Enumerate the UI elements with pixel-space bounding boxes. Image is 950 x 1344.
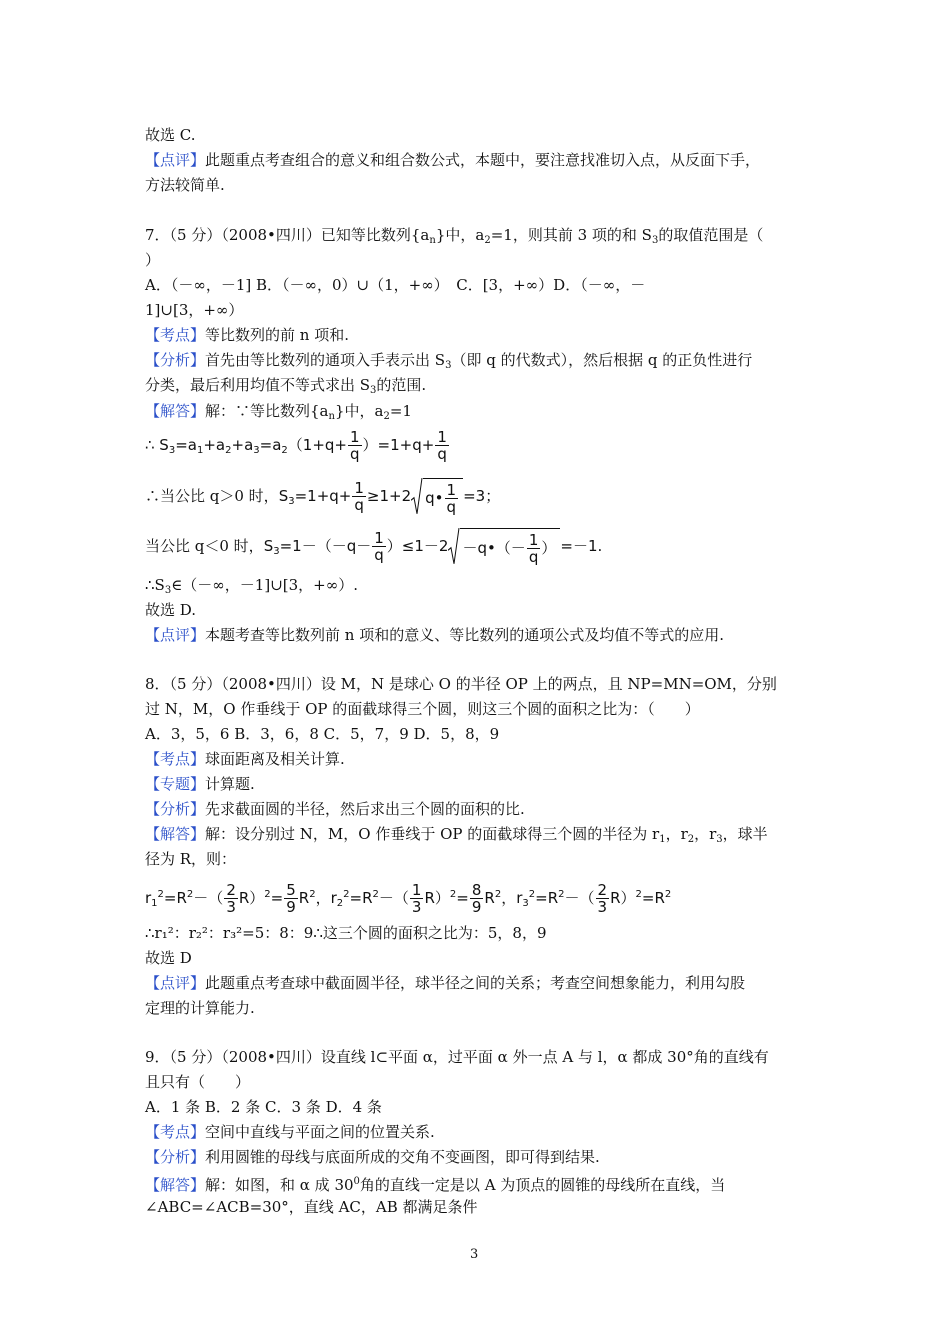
q7-fenxi: 【分析】首先由等比数列的通项入手表示出 $S_3$（即 q 的代数式），然后根据 q 的正负性进行 <box>145 351 753 371</box>
q8-zhuanti: 【专题】计算题. <box>145 775 255 793</box>
q7-stem-close: ） <box>145 251 161 269</box>
q9-stem-cont: 且只有（ ） <box>145 1073 251 1091</box>
q7-negative-case: 当公比 q＜0 时，$S_3=1-(-q-$ $\frac{1}{q}$ ）≤1－2 －q•（－ $\frac{1}{q}$ ） =－1. <box>145 529 603 566</box>
q8-ratio: ∴r₁²：r₂²：r₃²=5：8：9∴这三个圆的面积之比为：5，8，9 <box>145 924 547 942</box>
tag-comment: 【点评】 <box>145 151 206 169</box>
q9-fenxi: 【分析】利用圆锥的母线与底面所成的交角不变画图，即可得到结果. <box>145 1148 600 1166</box>
q7-stem: 7．（5 分）（2008•四川）已知等比数列$\{a_n\}$中，$a_2=1$，则其前 3 项的和 $S_3$的取值范围是（ <box>145 226 764 246</box>
q8-formula-radii: $r_1^2=R^2-$（ $\frac{2}{3}$ R）$^2$= $\frac{5}{9}$ $R^2$，$r_2^2=R^2-$（ $\frac{1}{3}$ R）$^2$= $\frac{8}{9}$ $R^2$，$r_3^2=R^2-$（ $\frac{2}{3}$ $R)^2=R^2$ <box>145 881 672 916</box>
q7-positive-case: ∴当公比 q＞0 时，$S_3=1+q+$ $\frac{1}{q}$ ≥1+2 q• $\frac{1}{q}$ =3； <box>145 479 501 516</box>
q6-comment-cont: 方法较简单. <box>145 176 225 194</box>
q8-stem-cont: 过 N，M，O 作垂线于 OP 的面截球得三个圆，则这三个圆的面积之比为：（ ） <box>145 700 700 718</box>
q8-kaodian: 【考点】球面距离及相关计算. <box>145 750 345 768</box>
q9-jieda-cont: ∠ABC=∠ACB=30°，直线 AC，AB 都满足条件 <box>145 1198 478 1216</box>
q7-kaodian: 【考点】等比数列的前 n 项和. <box>145 326 349 344</box>
q8-fenxi: 【分析】先求截面圆的半径，然后求出三个圆的面积的比. <box>145 800 525 818</box>
q7-options: A．（－∞，－1] B．（－∞，0）∪（1，+∞） C．[3，+∞）D．（－∞，－ <box>145 276 646 294</box>
q9-stem: 9．（5 分）（2008•四川）设直线 l⊂平面 α，过平面 α 外一点 A 与 l，α 都成 30°角的直线有 <box>145 1048 769 1066</box>
q7-fenxi-cont: 分类，最后利用均值不等式求出 $S_3$的范围. <box>145 376 427 396</box>
q8-comment: 【点评】此题重点考查球中截面圆半径，球半径之间的关系；考查空间想象能力，利用勾股 <box>145 974 746 992</box>
q9-jieda: 【解答】解：如图，和 α 成 $30^0$角的直线一定是以 A 为顶点的圆锥的母线所在直线，当 <box>145 1176 726 1194</box>
q8-stem: 8．（5 分）（2008•四川）设 M，N 是球心 O 的半径 OP 上的两点，且 NP=MN=OM，分别 <box>145 675 777 693</box>
q9-options: A．1 条 B．2 条 C．3 条 D．4 条 <box>145 1098 382 1116</box>
q6-choose: 故选 C. <box>145 126 196 144</box>
q7-comment: 【点评】本题考查等比数列前 n 项和的意义、等比数列的通项公式及均值不等式的应用. <box>145 626 724 644</box>
q8-options: A．3，5，6 B．3，6，8 C．5，7，9 D．5，8，9 <box>145 725 500 743</box>
q8-jieda: 【解答】解：设分别过 N，M，O 作垂线于 OP 的面截球得三个圆的半径为 $r_1$，$r_2$，$r_3$，球半 <box>145 825 768 845</box>
q7-formula-s3: ∴ $S_3=a_1+a_2+a_3=a_2(1+q+$ $\frac{1}{q}$ ）=1+q+ $\frac{1}{q}$ <box>145 428 447 463</box>
q7-options-cont: 1]∪[3，+∞） <box>145 301 244 319</box>
q8-jieda-cont: 径为 R，则： <box>145 850 237 868</box>
q7-choose: 故选 D. <box>145 601 197 619</box>
q8-comment-cont: 定理的计算能力. <box>145 999 255 1017</box>
q8-choose: 故选 D <box>145 949 192 967</box>
q7-range: $\therefore S_3\in(-\infty$，－1]∪[3，+∞）. <box>145 576 358 596</box>
q6-comment: 【点评】此题重点考查组合的意义和组合数公式，本题中，要注意找准切入点，从反面下手， <box>145 151 761 169</box>
q7-jieda: 【解答】解：∵等比数列$\{a_n\}$中，$a_2=1$ <box>145 402 412 422</box>
q9-kaodian: 【考点】空间中直线与平面之间的位置关系. <box>145 1123 435 1141</box>
page-number: 3 <box>470 1247 479 1262</box>
